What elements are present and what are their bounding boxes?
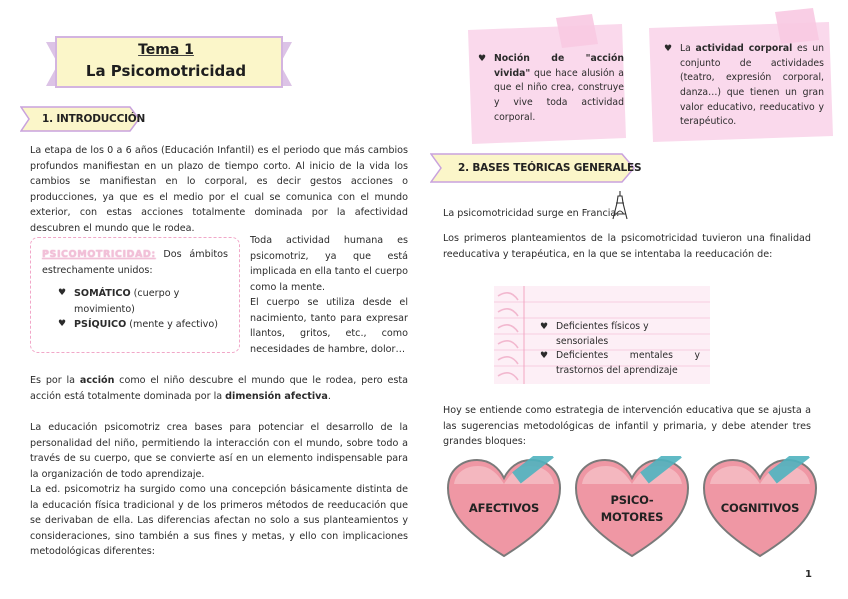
today-paragraph: Hoy se entiende como estrategia de intervención educativa que se ajusta a las sugerencias metodológicas de infantil y primaria, y debe atender tres grandes bloques: [443, 405, 811, 448]
heart-label-line2: MOTORES [600, 510, 664, 525]
psicomotricidad-title-rest: Dos ámbitos estrechamente unidos: [42, 249, 228, 276]
psicomotricidad-box-content [42, 247, 228, 333]
text-bold: dimensión afectiva [225, 390, 328, 402]
side-paragraph-1: Toda actividad humana es psicomotriz, ya que está implicada en ella tanto el cuerpo como la mente. [250, 235, 408, 293]
heart-label-afectivos: AFECTIVOS [468, 501, 540, 515]
note-text: que hace alusión a que el niño crea, construye y vive toda actividad corporal. [494, 67, 624, 123]
heart-label-cognitivos: COGNITIVOS [720, 501, 800, 515]
note-list [664, 42, 824, 130]
heart-label-psicomotores [572, 492, 692, 527]
text-run: . [327, 390, 331, 402]
first-approaches-paragraph: Los primeros planteamientos de la psicomotricidad tuvieron una finalidad reeducativa y terapéutica, en la que se intentaba la reeducación de: [443, 233, 811, 260]
list-item: ♥ Deficientes físicos y sensoriales [540, 320, 700, 349]
reeducation-list-box [540, 320, 700, 379]
ed-psicomotriz-paragraph: La ed. psicomotriz ha surgido como una concepción básicamente distinta de la educación física tradicional y de los primeros métodos de reeducación que se derivaban de ella. Las diferencias afectan no solo a sus planteamientos y consideraciones, sino también a sus fines y metas, y ello con implicaciones metodológicas diferentes: [30, 484, 408, 558]
action-paragraph [30, 373, 408, 404]
section2-heading: 2. BASES TEÓRICAS GENERALES [458, 162, 642, 174]
note-actividad-corporal [664, 42, 824, 130]
list-item [58, 317, 228, 333]
item-bold: SOMÁTICO [74, 288, 131, 300]
text-run: Es por la [30, 375, 80, 386]
eiffel-tower-icon [610, 190, 630, 220]
note-bold: actividad corporal [695, 43, 793, 54]
text-bold: acción [79, 375, 115, 386]
list-item: ♥ Deficientes mentales y trastornos del aprendizaje [540, 349, 700, 378]
note-accion-vivida [478, 52, 624, 125]
note-item [478, 52, 624, 125]
note-list [478, 52, 624, 125]
page-title [62, 40, 270, 82]
note-text: es un conjunto de actividades (teatro, expresión corporal, danza…) que tienen un gran valor educativo, reeducativo y terapéutico. [680, 43, 824, 128]
note-item [664, 42, 824, 130]
item-bold: PSÍQUICO [74, 319, 127, 331]
reeducation-list [540, 320, 700, 379]
intro-paragraph: La etapa de los 0 a 6 años (Educación Infantil) es el periodo que más cambios profundos manifiestan en un plazo de tiempo corto. Al inicio de la vida los cambios se manifiestan en lo corporal, es decir gestos acciones o producciones, ya que es el medio por el cual se comunica con el mundo exterior, con estas acciones totalmente dominada por la afectividad descubren el mundo que le rodea. [30, 145, 408, 234]
note-bold: Noción de "acción vivida" [494, 53, 624, 79]
psicomotricidad-title: PSICOMOTRICIDAD: [42, 249, 156, 260]
text-run: como el niño descubre el mundo que le rodea, pero esta acción está totalmente dominada por la [30, 375, 408, 402]
section1-heading: 1. INTRODUCCIÓN [42, 113, 146, 125]
side-paragraph-2: El cuerpo se utiliza desde el nacimiento, tanto para expresar llantos, gritos, etc., como necesidades de hambre, dolor… [250, 297, 408, 355]
heart-label-line1: PSICO- [610, 493, 654, 507]
education-paragraph: La educación psicomotriz crea bases para potenciar el desarrollo de la personalidad del niño, permitiendo la interacción con el mundo, sobre todo a través de su cuerpo, que se convierte así en un elemento indispensable para la organización de todo aprendizaje. [30, 422, 408, 480]
note-text: La [680, 43, 696, 54]
item-text: (mente y afectivo) [126, 319, 218, 331]
page-number: 1 [805, 569, 812, 580]
title-line1: Tema 1 [138, 42, 194, 58]
list-item [58, 286, 228, 317]
psicomotricidad-heading [42, 247, 228, 278]
title-line2: La Psicomotricidad [85, 62, 247, 80]
ambitos-list [42, 286, 228, 333]
item-text: (cuerpo y movimiento) [74, 288, 180, 315]
france-paragraph: La psicomotricidad surge en Francia. [443, 208, 620, 219]
